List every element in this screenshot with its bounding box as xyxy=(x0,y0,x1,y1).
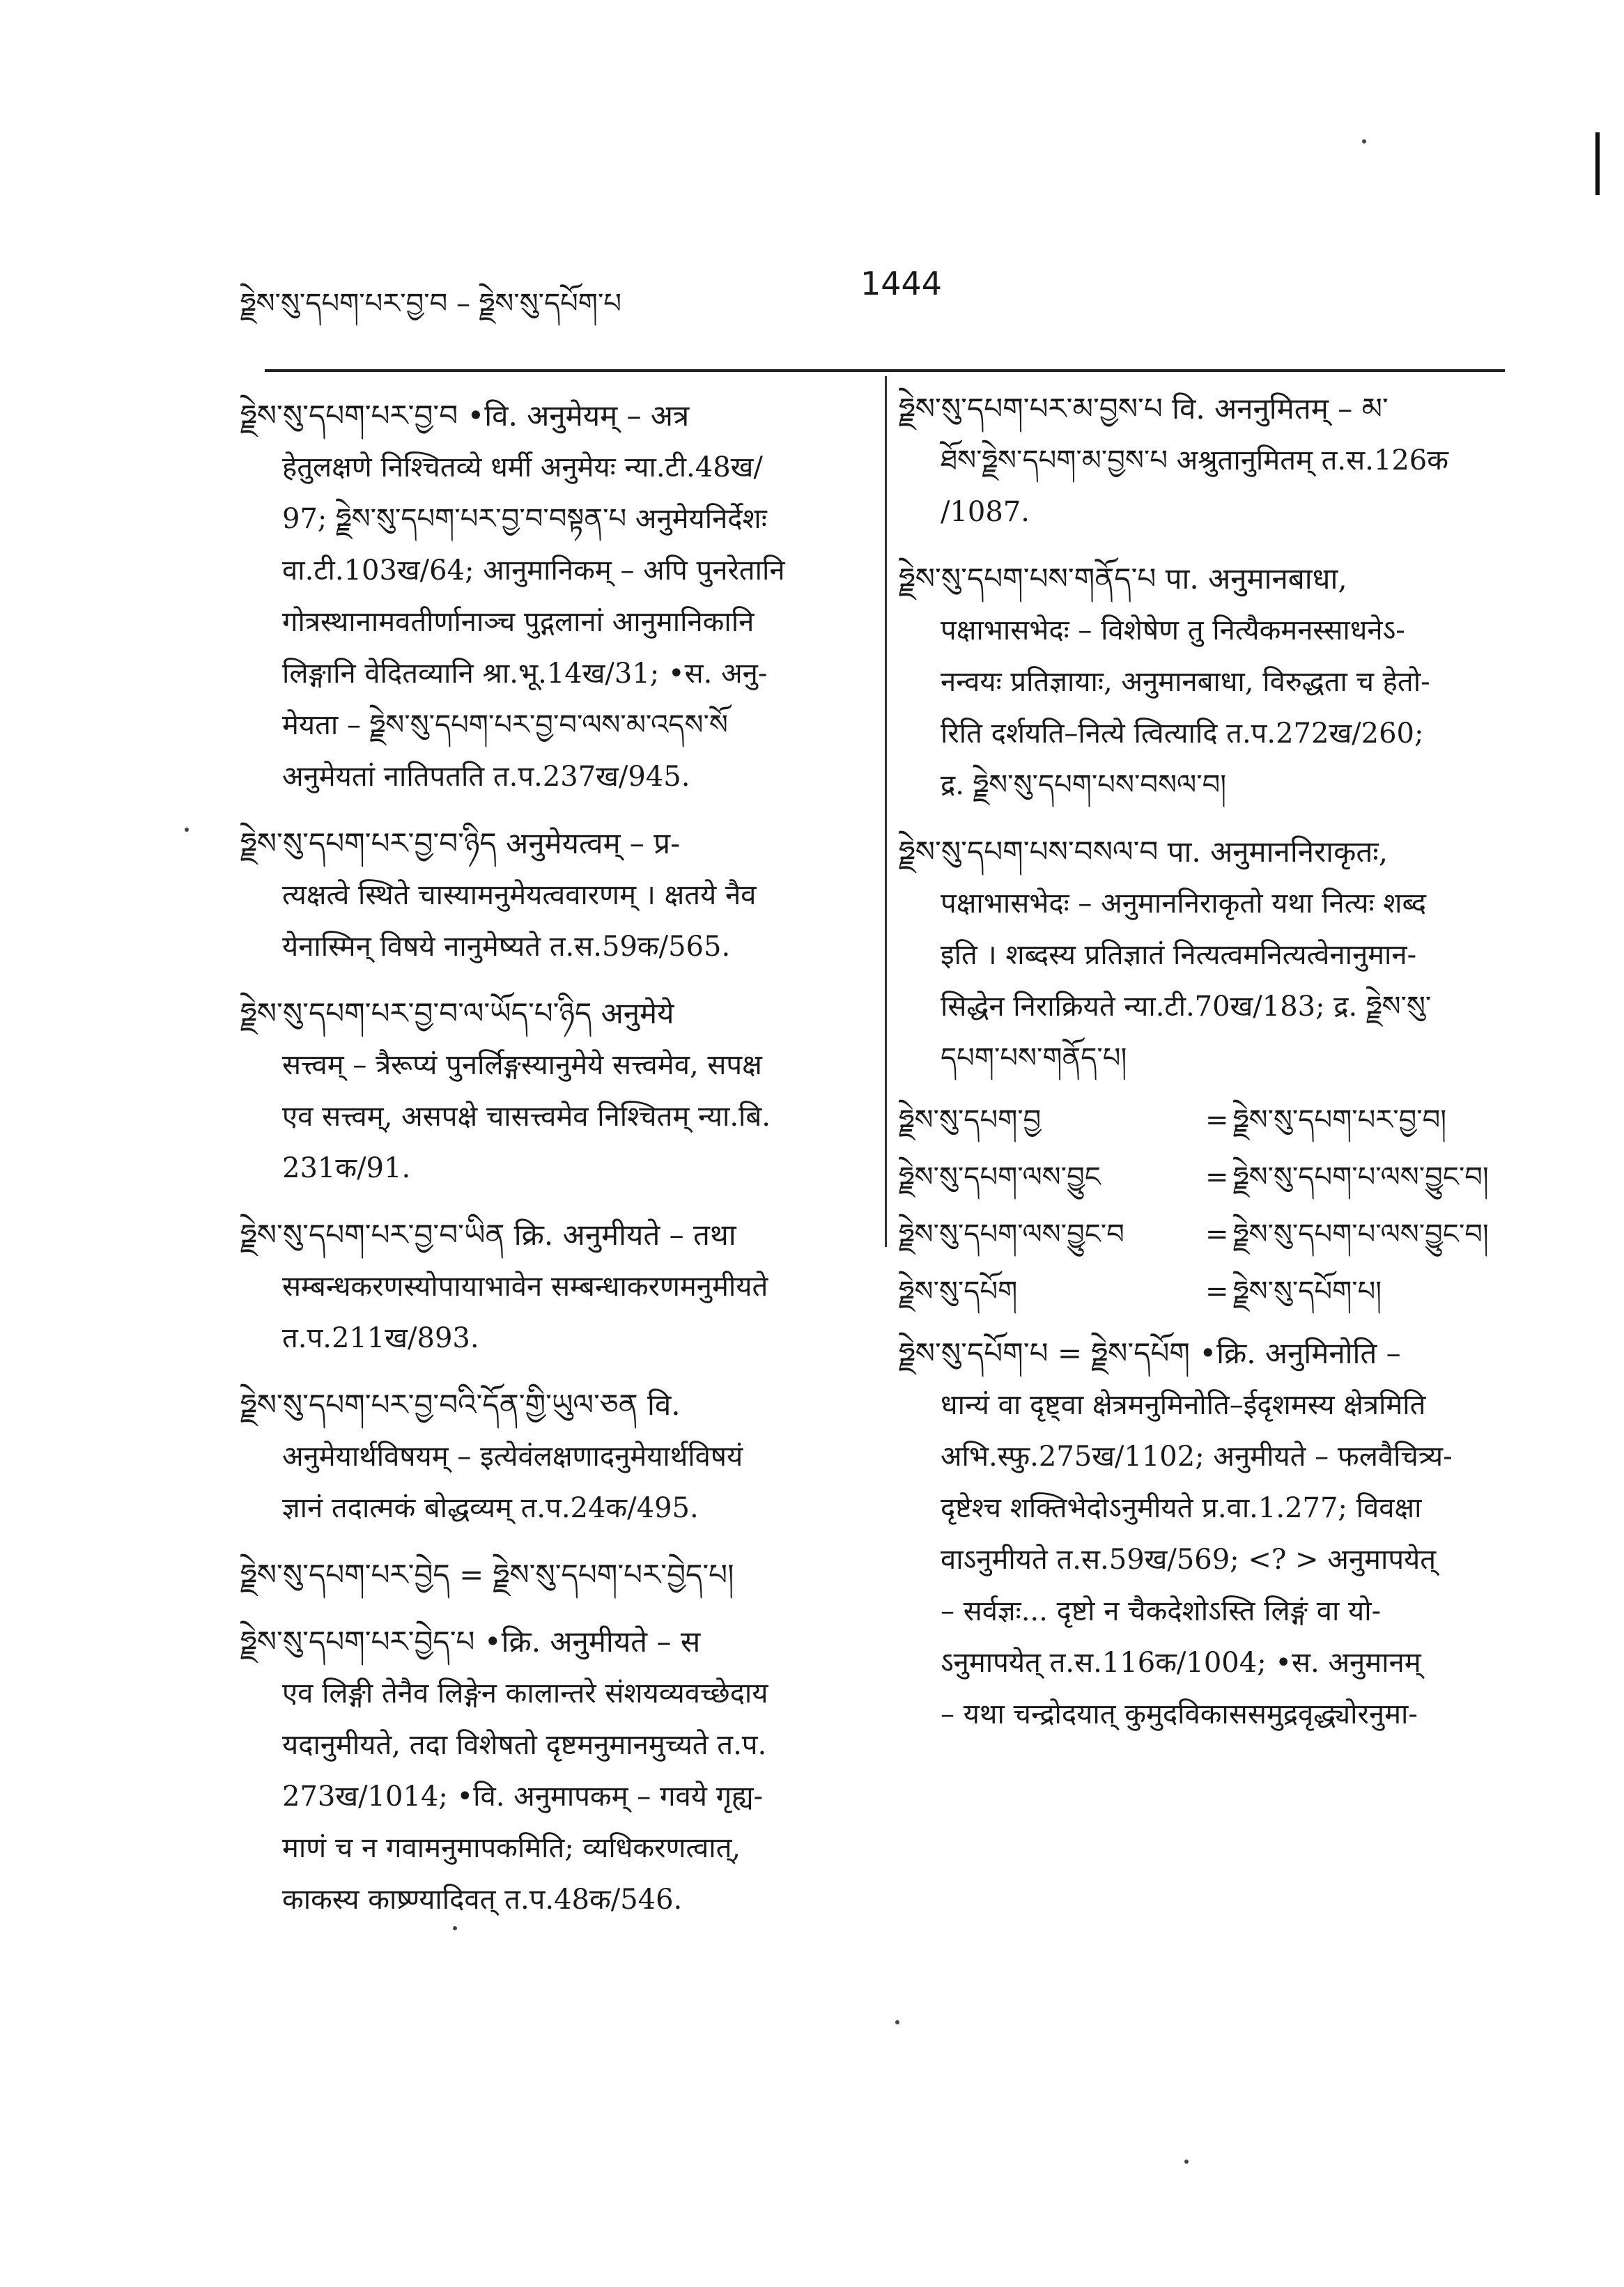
entry-line: ཧྗེས་སུ་དཔག་པར་བྱ་བ་ཡིན क्रि. अनुमीयते – तथा xyxy=(240,1218,736,1252)
dictionary-entry xyxy=(240,988,853,1194)
entry-line: दृष्टेश्च शक्तिभेदोऽनुमीयते प्र.वा.1.277; विवक्षा xyxy=(941,1492,1422,1524)
entry-line: ཧྗེས་སུ་དཔག་པར་བྱ་བ་ཉིད अनुमेयत्वम् – प्र- xyxy=(240,826,681,860)
entry-line: लिङ्गानि वेदितव्यानि श्रा.भू.14ख/31; •स. अनु- xyxy=(282,658,768,690)
entry-line: सत्त्वम् – त्रैरूप्यं पुनर्लिङ्गस्यानुमेये सत्त्वमेव, सपक्ष xyxy=(282,1049,762,1081)
entry-line: यदानुमीयते, तदा विशेषतो दृष्टमनुमानमुच्यते त.प. xyxy=(282,1729,767,1761)
xref-term: ཧྗེས་སུ་དཔག་ལས་བྱུང xyxy=(899,1161,1101,1193)
entry-line: ཧྗེས་སུ་དཔག་པར་བྱེད = ཧྗེས་སུ་དཔག་པར་བྱེད་པ། xyxy=(240,1558,734,1592)
xref-target: ཧྗེས་སུ་དཔོག་པ། xyxy=(1233,1276,1382,1308)
entry-line: माणं च न गवामनुमापकमिति; व्यधिकरणत्वात्, xyxy=(282,1832,741,1864)
column-divider xyxy=(885,376,887,1247)
margin-mark xyxy=(1595,132,1600,195)
entry-line: ཧྗེས་སུ་དཔག་པས་གནོད་པ पा. अनुमानबाधा, xyxy=(899,561,1347,596)
entry-line: पक्षाभासभेदः – अनुमाननिराकृतो यथा नित्यः शब्द xyxy=(941,887,1427,920)
entry-line: एव लिङ्गी तेनैव लिङ्गेन कालान्तरे संशयव्यवच्छेदाय xyxy=(282,1677,768,1710)
xref-term: ཧྗེས་སུ་དཔག་བྱ xyxy=(899,1104,1042,1136)
xref-equals: = xyxy=(1205,1104,1229,1136)
entry-line: वाऽनुमीयते त.स.59ख/569; <? > अनुमापयेत् xyxy=(941,1544,1437,1576)
entry-line: – यथा चन्द्रोदयात् कुमुदविकाससमुद्रवृद्ध्योरनुमा- xyxy=(941,1698,1418,1730)
entry-line: 231क/91. xyxy=(282,1152,411,1184)
entry-line: ཧྗེས་སུ་དཔག་པར་བྱེད་པ •क्रि. अनुमीयते – स xyxy=(240,1625,701,1659)
entry-line: ཧྗེས་སུ་དཔག་པར་བྱ་བ •वि. अनुमेयम् – अत्र xyxy=(240,398,690,433)
entry-line: द्र. ཧྗེས་སུ་དཔག་པས་བསལ་བ། xyxy=(941,769,1227,801)
entry-line: रिति दर्शयति–नित्ये त्वित्यादि त.प.272ख/260; xyxy=(941,718,1424,750)
entry-line: ཧྗེས་སུ་དཔོག་པ = ཧྗེས་དཔོག •क्रि. अनुमिनोति – xyxy=(899,1336,1401,1370)
entry-line: पक्षाभासभेदः – विशेषेण तु नित्यैकमनस्साधनेऽ- xyxy=(941,614,1405,646)
running-head: ཧྗེས་སུ་དཔག་པར་བྱ་བ – ཧྗེས་སུ་དཔོག་པ xyxy=(240,288,621,320)
entry-line: मेयता – ཧྗེས་སུ་དཔག་པར་བྱ་བ་ལས་མ་འདས་སོ xyxy=(282,709,728,741)
entry-line: नन्वयः प्रतिज्ञायाः, अनुमानबाधा, विरुद्धता च हेतो- xyxy=(941,666,1430,698)
entry-line: इति । शब्दस्य प्रतिज्ञातं नित्यत्वमनित्यत्वेनानुमान- xyxy=(941,939,1417,971)
speck xyxy=(185,828,189,832)
xref-equals: = xyxy=(1205,1218,1229,1250)
entry-line: अनुमेयतां नातिपतति त.प.237ख/945. xyxy=(282,761,690,793)
entry-line: त्यक्षत्वे स्थिते चास्यामनुमेयत्ववारणम् । क्षतये नैव xyxy=(282,879,757,911)
entry-line: 97; ཧྗེས་སུ་དཔག་པར་བྱ་བ་བསྟན་པ अनुमेयनिर्देशः xyxy=(282,503,767,535)
speck xyxy=(1362,139,1366,144)
entry-line: येनास्मिन् विषये नानुमेष्यते त.स.59क/565. xyxy=(282,931,731,963)
entry-line: वा.टी.103ख/64; आनुमानिकम् – अपि पुनरेतानि xyxy=(282,555,785,587)
entry-line: सम्बन्धकरणस्योपायाभावेन सम्बन्धाकरणमनुमीयते xyxy=(282,1271,768,1303)
xref-term: ཧྗེས་སུ་དཔོག xyxy=(899,1276,1018,1308)
entry-line: /1087. xyxy=(941,496,1030,528)
speck xyxy=(1184,2160,1189,2164)
xref-target: ཧྗེས་སུ་དཔག་པར་བྱ་བ། xyxy=(1233,1104,1447,1136)
entry-line: हेतुलक्षणे निश्चितव्ये धर्मी अनुमेयः न्या.टी.48ख/ xyxy=(282,451,763,483)
dictionary-entry xyxy=(240,390,853,803)
xref-equals: = xyxy=(1205,1276,1229,1308)
entry-line: ज्ञानं तदात्मकं बोद्धव्यम् त.प.24क/495. xyxy=(282,1492,699,1524)
entry-line: अभि.स्फु.275ख/1102; अनुमीयते – फलवैचित्र्य- xyxy=(941,1441,1453,1473)
entry-line: ཧྗེས་སུ་དཔག་པར་བྱ་བ་ལ་ཡོད་པ་ཉིད अनुमेये xyxy=(240,996,674,1030)
xref-equals: = xyxy=(1205,1161,1229,1193)
cross-reference xyxy=(899,1271,1512,1312)
dictionary-entry xyxy=(899,553,1512,811)
entry-line: 273ख/1014; •वि. अनुमापकम् – गवये गृह्य- xyxy=(282,1781,764,1813)
cross-reference xyxy=(899,1099,1512,1141)
xref-target: ཧྗེས་སུ་དཔག་པ་ལས་བྱུང་བ། xyxy=(1233,1218,1489,1250)
dictionary-entry xyxy=(240,1549,853,1601)
entry-line: ཧྗེས་སུ་དཔག་པར་བྱ་བའི་དོན་གྱི་ཡུལ་ཅན वि. xyxy=(240,1388,681,1422)
page-number: 1444 xyxy=(860,265,943,302)
entry-line: अनुमेयार्थविषयम् – इत्येवंलक्षणादनुमेयार्थविषयं xyxy=(282,1441,743,1473)
entry-line: – सर्वज्ञः... दृष्टो न चैकदेशोऽस्ति लिङ्गं वा यो- xyxy=(941,1595,1382,1627)
entry-line: ཐོས་ཧྗེས་དཔག་མ་བྱས་པ अश्रुतानुमितम् त.स.126क xyxy=(941,444,1448,476)
cross-reference xyxy=(899,1214,1512,1255)
dictionary-entry xyxy=(899,826,1512,1084)
entry-line: गोत्रस्थानामवतीर्णानाञ्च पुद्गलानां आनुमानिकानि xyxy=(282,606,755,638)
header-rule xyxy=(265,369,1505,372)
dictionary-entry xyxy=(240,1616,853,1925)
cross-reference xyxy=(899,1156,1512,1198)
entry-line: त.प.211ख/893. xyxy=(282,1322,479,1354)
xref-term: ཧྗེས་སུ་དཔག་ལས་བྱུང་བ xyxy=(899,1218,1124,1250)
right-column xyxy=(899,383,1512,1755)
dictionary-entry xyxy=(899,1328,1512,1740)
dictionary-entry xyxy=(240,818,853,972)
entry-line: ऽनुमापयेत् त.स.116क/1004; •स. अनुमानम् xyxy=(941,1647,1421,1679)
entry-line: एव सत्त्वम्, असपक्षे चासत्त्वमेव निश्चितम् न्या.बि. xyxy=(282,1101,771,1133)
entry-line: धान्यं वा दृष्ट्वा क्षेत्रमनुमिनोति–ईदृशमस्य क्षेत्रमिति xyxy=(941,1389,1426,1421)
xref-target: ཧྗེས་སུ་དཔག་པ་ལས་བྱུང་བ། xyxy=(1233,1161,1489,1193)
page-header xyxy=(240,265,1494,320)
dictionary-entry xyxy=(240,1209,853,1364)
speck xyxy=(895,2020,899,2024)
dictionary-entry xyxy=(899,383,1512,538)
entry-line: ཧྗེས་སུ་དཔག་པར་མ་བྱས་པ वि. अननुमितम् – མ་ xyxy=(899,391,1389,426)
entry-line: काकस्य काष्र्ण्यादिवत् त.प.48क/546. xyxy=(282,1884,683,1916)
left-column xyxy=(240,390,853,1941)
entry-line: དཔག་པས་གནོད་པ། xyxy=(941,1042,1127,1074)
entry-line: सिद्धेन निराक्रियते न्या.टी.70ख/183; द्र. ཧྗེས་སུ་ xyxy=(941,991,1432,1023)
entry-line: ཧྗེས་སུ་དཔག་པས་བསལ་བ पा. अनुमाननिराकृतः, xyxy=(899,835,1389,869)
dictionary-entry xyxy=(240,1379,853,1534)
